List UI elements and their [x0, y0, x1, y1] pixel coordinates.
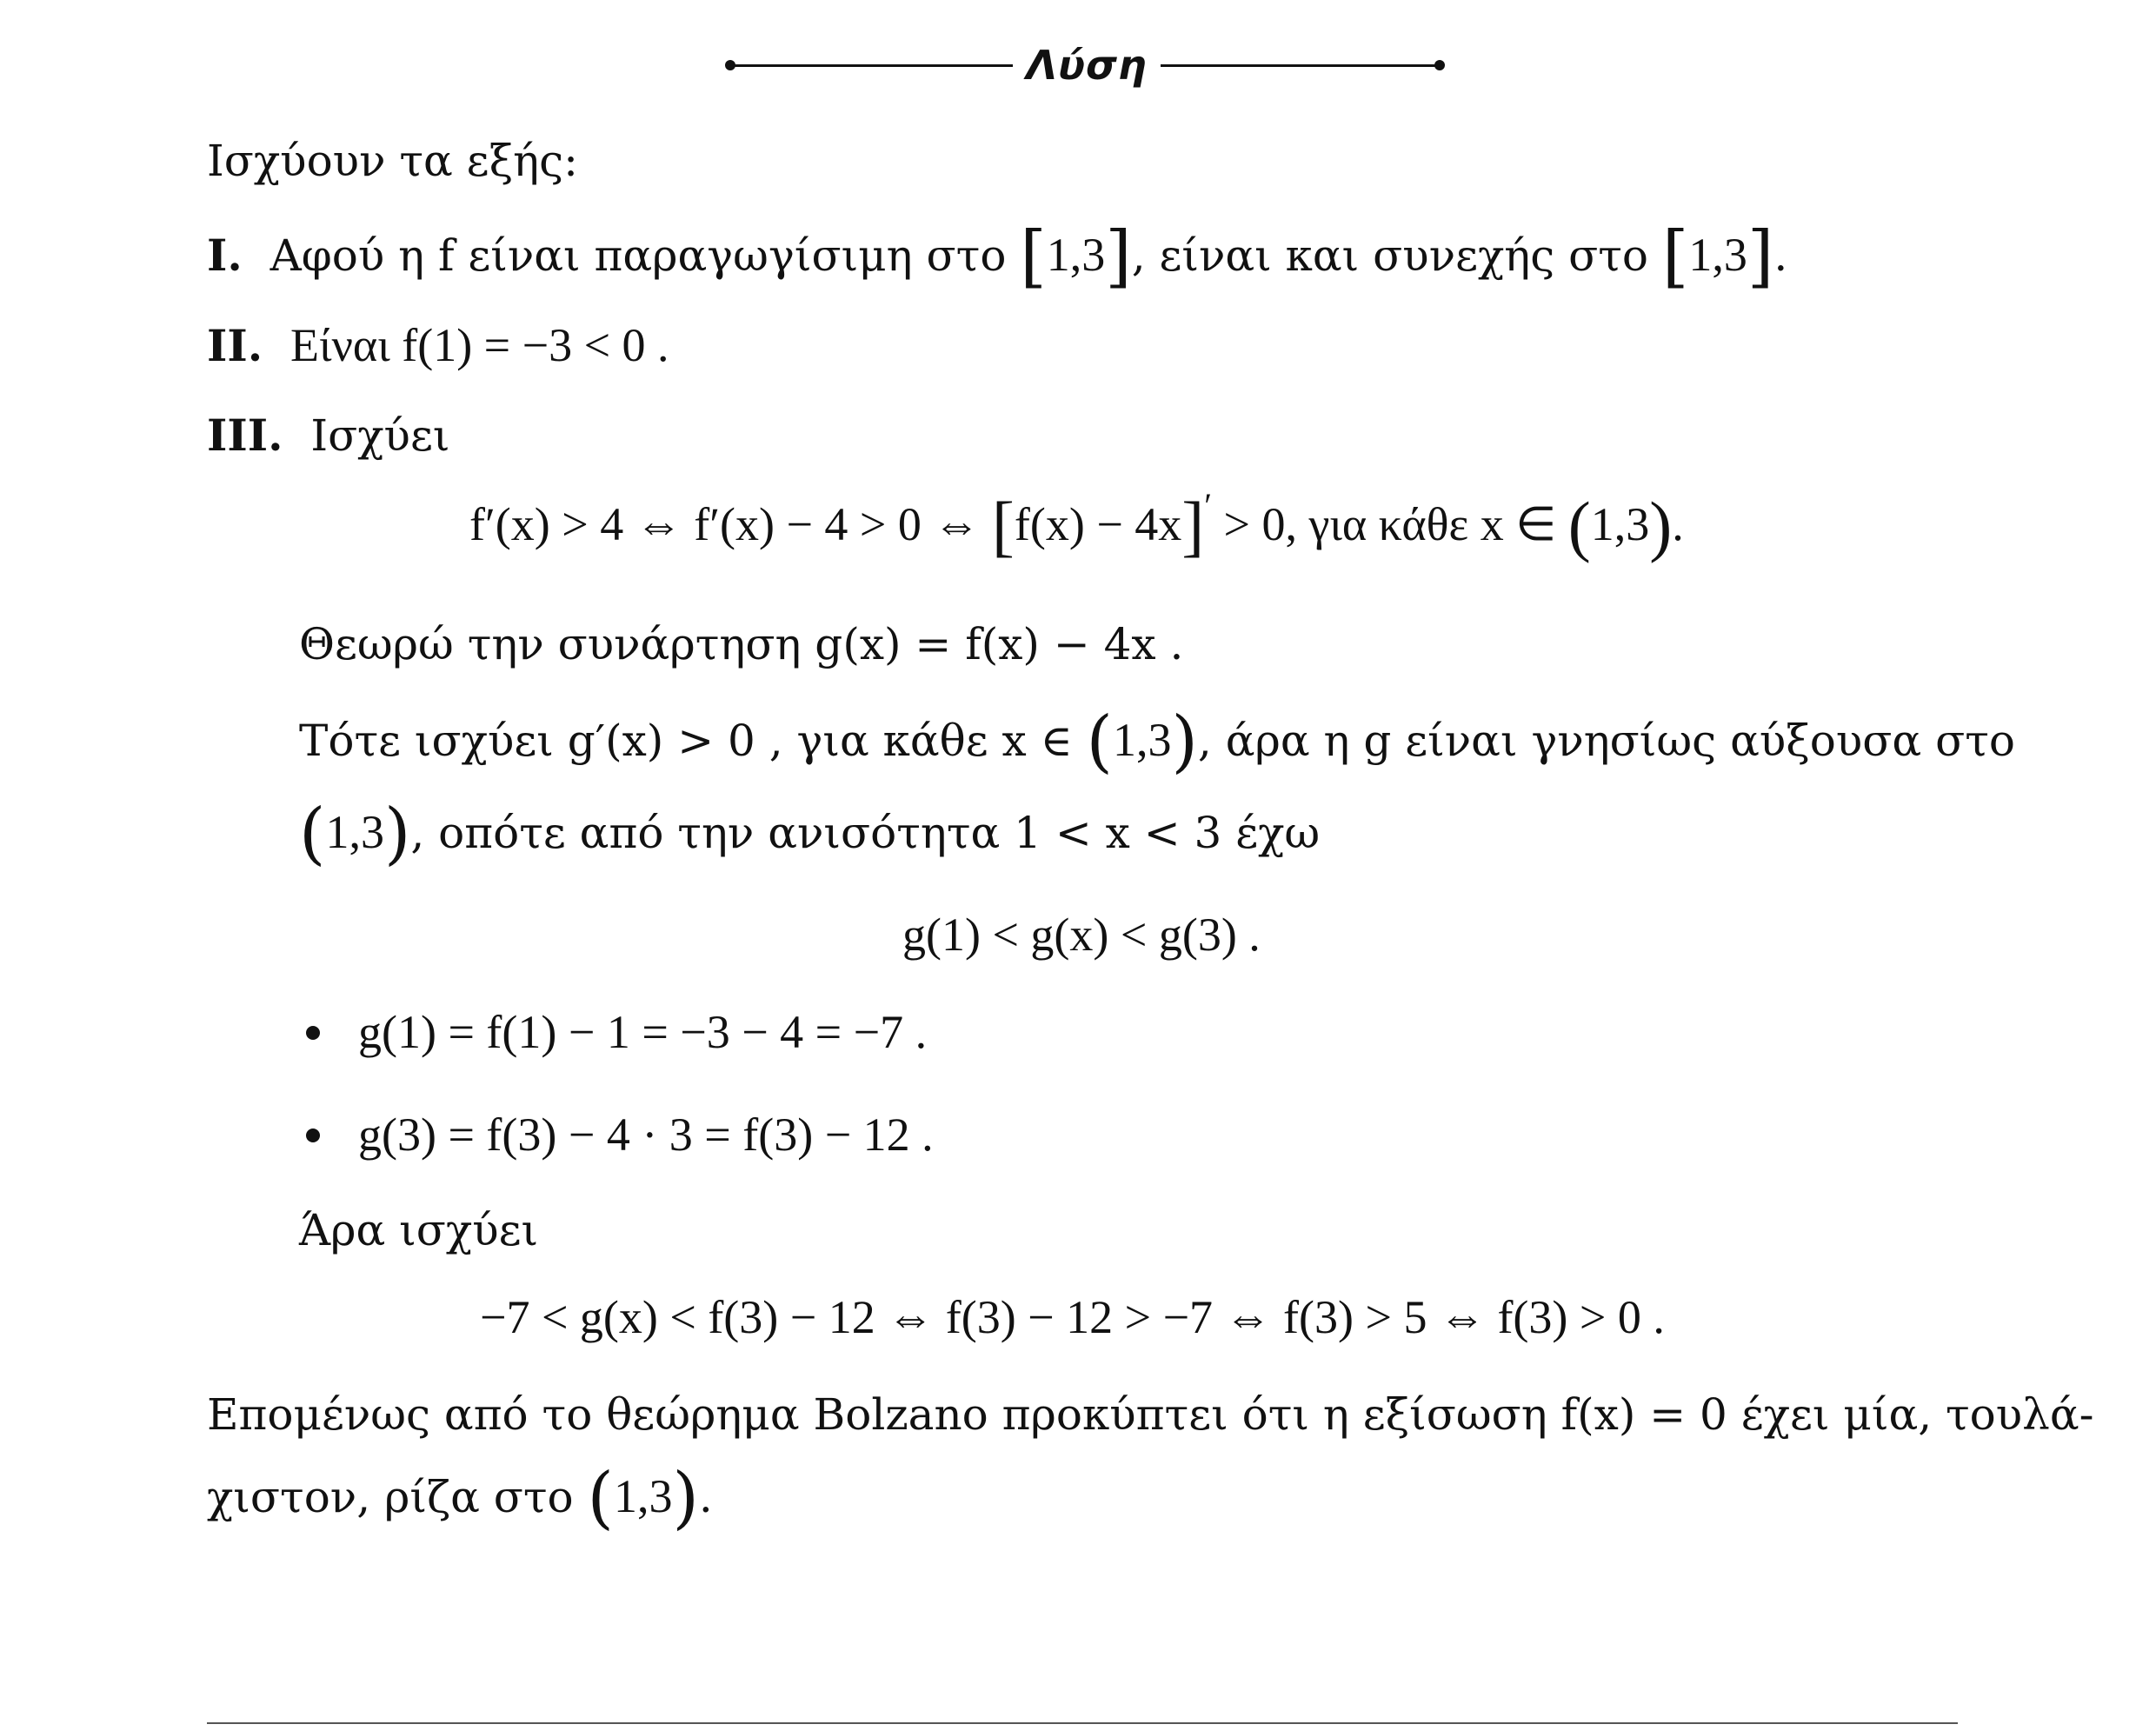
eq1-part-d: 1,3	[1590, 498, 1650, 550]
footer-rule	[207, 1722, 1958, 1724]
item-1-text-b: , είναι και συνεχής στο	[1131, 230, 1662, 281]
item-1-bracket-close-1: ]	[1105, 217, 1132, 296]
item-1	[207, 217, 1788, 296]
conclusion-line-1: Επομένως από το θεώρημα Bolzano προκύπτει ότι η εξίσωση f(x) = 0 έχει μία, τουλά-	[207, 1389, 2094, 1440]
intro-text: Ισχύουν τα εξής:	[207, 136, 578, 186]
then1-paren-close: )	[1171, 702, 1198, 781]
bullet-2-text: g(3) = f(3) − 4 · 3 = f(3) − 12 .	[358, 1109, 934, 1161]
eq1-part-c: > 0, για κάθε x ∈	[1212, 498, 1568, 550]
item-1-text-a: Αφού η f είναι παραγωγίσιμη στο	[270, 230, 1021, 281]
then2-interval: 1,3	[325, 806, 384, 858]
then-line-2	[299, 795, 1321, 873]
item-1-label: I.	[207, 230, 243, 281]
item-3-text: Ισχύει	[310, 410, 450, 461]
then1-part-a: Τότε ισχύει g′(x) > 0 , για κάθε x ∈	[299, 716, 1087, 766]
eq1-bracket-close: ]	[1181, 488, 1205, 563]
item-2-text: Είναι f(1) = −3 < 0 .	[289, 319, 669, 371]
eq1-paren-close: )	[1649, 488, 1673, 563]
item-3	[207, 405, 449, 466]
then2-paren-close: )	[383, 795, 411, 873]
then1-interval: 1,3	[1112, 714, 1172, 766]
item-2-label: II.	[207, 320, 263, 371]
eq1-part-a: f′(x) > 4 ⇔ f′(x) − 4 > 0 ⇔	[469, 498, 992, 550]
conclusion2-interval: 1,3	[613, 1470, 673, 1522]
conclusion2-part-a: χιστον, ρίζα στο	[207, 1472, 588, 1522]
solution-title: Λύση	[1026, 42, 1148, 89]
equation-g-inequality: g(1) < g(x) < g(3) .	[902, 909, 1261, 961]
equation-final-chain: −7 < g(x) < f(3) − 12 ⇔ f(3) − 12 > −7 ⇔ f(3) > 5 ⇔ f(3) > 0 .	[480, 1291, 1665, 1343]
define-g: Θεωρώ την συνάρτηση g(x) = f(x) − 4x .	[299, 619, 1184, 669]
equation-derivative	[469, 486, 1684, 563]
eq1-prime: ′	[1204, 486, 1213, 525]
then2-paren-open: (	[299, 795, 326, 873]
item-1-text-c: .	[1773, 230, 1788, 281]
then1-paren-open: (	[1086, 702, 1113, 781]
bullet-1-marker	[306, 1026, 320, 1040]
eq1-part-b: f(x) − 4x	[1014, 498, 1182, 550]
conclusion2-paren-open: (	[587, 1459, 614, 1537]
header-left-rule	[730, 64, 1013, 67]
eq1-bracket-open: [	[991, 488, 1015, 563]
item-1-bracket-close-2: ]	[1747, 217, 1774, 296]
bullet-2-marker	[306, 1128, 320, 1142]
item-1-bracket-open-1: [	[1020, 217, 1047, 296]
item-1-interval-1: 1,3	[1046, 229, 1106, 281]
solution-header	[722, 35, 1443, 96]
header-right-rule	[1161, 64, 1439, 67]
item-3-label: III.	[207, 409, 283, 461]
conclusion-line-2	[207, 1459, 713, 1537]
conclusion2-part-c: .	[698, 1472, 713, 1522]
item-1-bracket-open-2: [	[1661, 217, 1689, 296]
eq1-part-e: .	[1672, 498, 1684, 550]
eq1-paren-open: (	[1567, 488, 1591, 563]
then-line-1	[299, 702, 2015, 781]
item-1-interval-2: 1,3	[1688, 229, 1747, 281]
then2-part-b: , οπότε από την ανισότητα 1 < x < 3 έχω	[410, 808, 1321, 858]
hence-text: Άρα ισχύει	[299, 1205, 539, 1255]
then1-part-c: , άρα η g είναι γνησίως αύξουσα στο	[1197, 716, 2015, 766]
header-right-dot	[1434, 60, 1445, 70]
item-2	[207, 315, 669, 376]
bullet-1-text: g(1) = f(1) − 1 = −3 − 4 = −7 .	[358, 1006, 928, 1058]
conclusion2-paren-close: )	[672, 1459, 699, 1537]
